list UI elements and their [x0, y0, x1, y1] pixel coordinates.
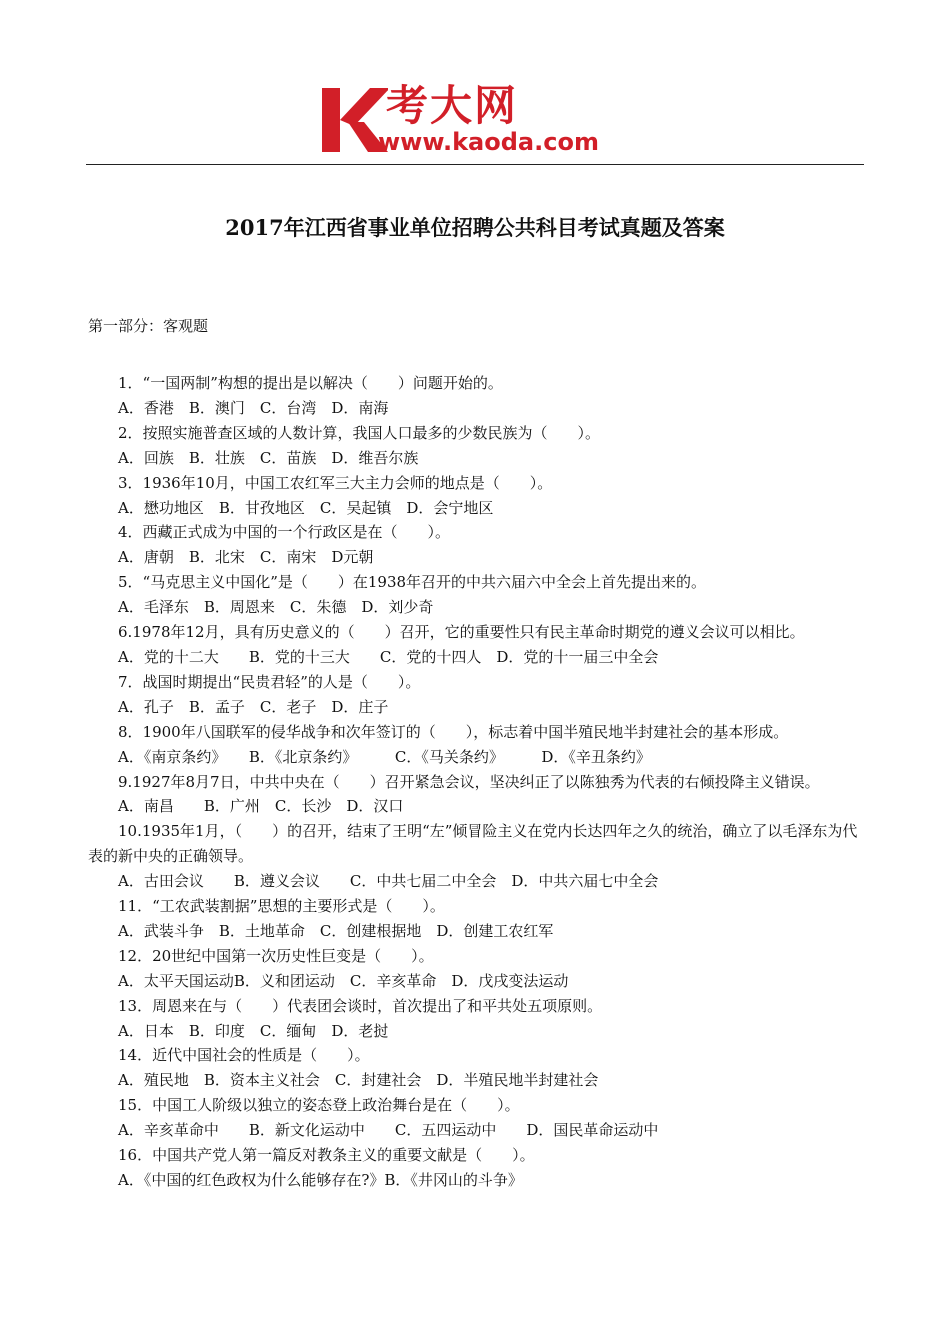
section-heading: 第一部分：客观题	[88, 317, 209, 335]
question-text: 6.1978年12月，具有历史意义的（ ）召开，它的重要性只有民主革命时期党的遵义会议可以相比。	[118, 623, 805, 642]
question-text: 14．近代中国社会的性质是（ ）。	[118, 1046, 370, 1065]
question-text: 11．“工农武装割据”思想的主要形式是（ ）。	[118, 897, 445, 916]
question-options: A．武装斗争 B．土地革命 C．创建根据地 D．创建工农红军	[118, 921, 554, 940]
question-text: 9.1927年8月7日，中共中央在（ ）召开紧急会议，坚决纠正了以陈独秀为代表的右倾投降主义错误。	[118, 772, 820, 791]
question-options: A．毛泽东 B．周恩来 C．朱德 D．刘少奇	[118, 598, 434, 617]
question-options: A．南昌 B．广州 C．长沙 D．汉口	[118, 797, 404, 816]
question-text: 7．战国时期提出“民贵君轻”的人是（ ）。	[118, 672, 421, 691]
question-text: 4．西藏正式成为中国的一个行政区是在（ ）。	[118, 523, 451, 542]
question-text: 15．中国工人阶级以独立的姿态登上政治舞台是在（ ）。	[118, 1096, 520, 1115]
question-options: A．回族 B．壮族 C．苗族 D．维吾尔族	[118, 448, 419, 467]
question-options: A．孔子 B．孟子 C．老子 D．庄子	[118, 697, 389, 716]
question-text: 12．20世纪中国第一次历史性巨变是（ ）。	[118, 946, 434, 965]
question-text: 1．“一国两制”构想的提出是以解决（ ）问题开始的。	[118, 374, 503, 392]
logo-url: www.kaoda.com	[378, 128, 599, 156]
question-options: A．殖民地 B．资本主义社会 C．封建社会 D．半殖民地半封建社会	[118, 1071, 599, 1090]
question-options: A．太平天国运动B．义和团运动 C．辛亥革命 D．戊戌变法运动	[118, 971, 569, 990]
question-options: A．香港 B．澳门 C．台湾 D．南海	[118, 398, 389, 417]
site-logo[interactable]	[318, 82, 648, 160]
logo-chinese-name: 考大网	[386, 81, 519, 130]
question-options: A．《南京条约》 B．《北京条约》 C．《马关条约》 D．《辛丑条约》	[118, 747, 651, 766]
question-options: A．日本 B．印度 C．缅甸 D．老挝	[118, 1021, 389, 1040]
question-options: A．党的十二大 B．党的十三大 C．党的十四人 D．党的十一届三中全会	[118, 647, 659, 666]
header-divider	[86, 164, 864, 165]
question-options: A．辛亥革命中 B．新文化运动中 C．五四运动中 D．国民革命运动中	[118, 1121, 659, 1140]
question-list	[88, 371, 866, 1193]
question-text: 16．中国共产党人第一篇反对教条主义的重要文献是（ ）。	[118, 1146, 535, 1165]
question-options: A．《中国的红色政权为什么能够存在?》B．《井冈山的斗争》	[118, 1171, 523, 1189]
question-text: 3．1936年10月，中国工农红军三大主力会师的地点是（ ）。	[118, 473, 553, 492]
question-text: 8．1900年八国联军的侵华战争和次年签订的（ ），标志着中国半殖民地半封建社会的基本形成。	[118, 722, 789, 741]
page-title: 2017年江西省事业单位招聘公共科目考试真题及答案	[225, 215, 725, 240]
question-text: 13．周恩来在与（ ）代表团会谈时，首次提出了和平共处五项原则。	[118, 996, 603, 1015]
question-text: 5．“马克思主义中国化”是（ ）在1938年召开的中共六届六中全会上首先提出来的。	[118, 573, 707, 592]
question-text: 10.1935年1月，（ ）的召开，结束了王明“左”倾冒险主义在党内长达四年之久的统治，确立了以毛泽东为代表的新中央的正确领导。	[88, 822, 858, 866]
question-text: 2．按照实施普查区域的人数计算，我国人口最多的少数民族为（ ）。	[118, 423, 601, 442]
question-options: A．懋功地区 B．甘孜地区 C．吴起镇 D．会宁地区	[118, 498, 494, 517]
question-options: A．唐朝 B．北宋 C．南宋 D元朝	[118, 548, 374, 567]
question-options: A．古田会议 B．遵义会议 C．中共七届二中全会 D．中共六届七中全会	[118, 872, 659, 891]
